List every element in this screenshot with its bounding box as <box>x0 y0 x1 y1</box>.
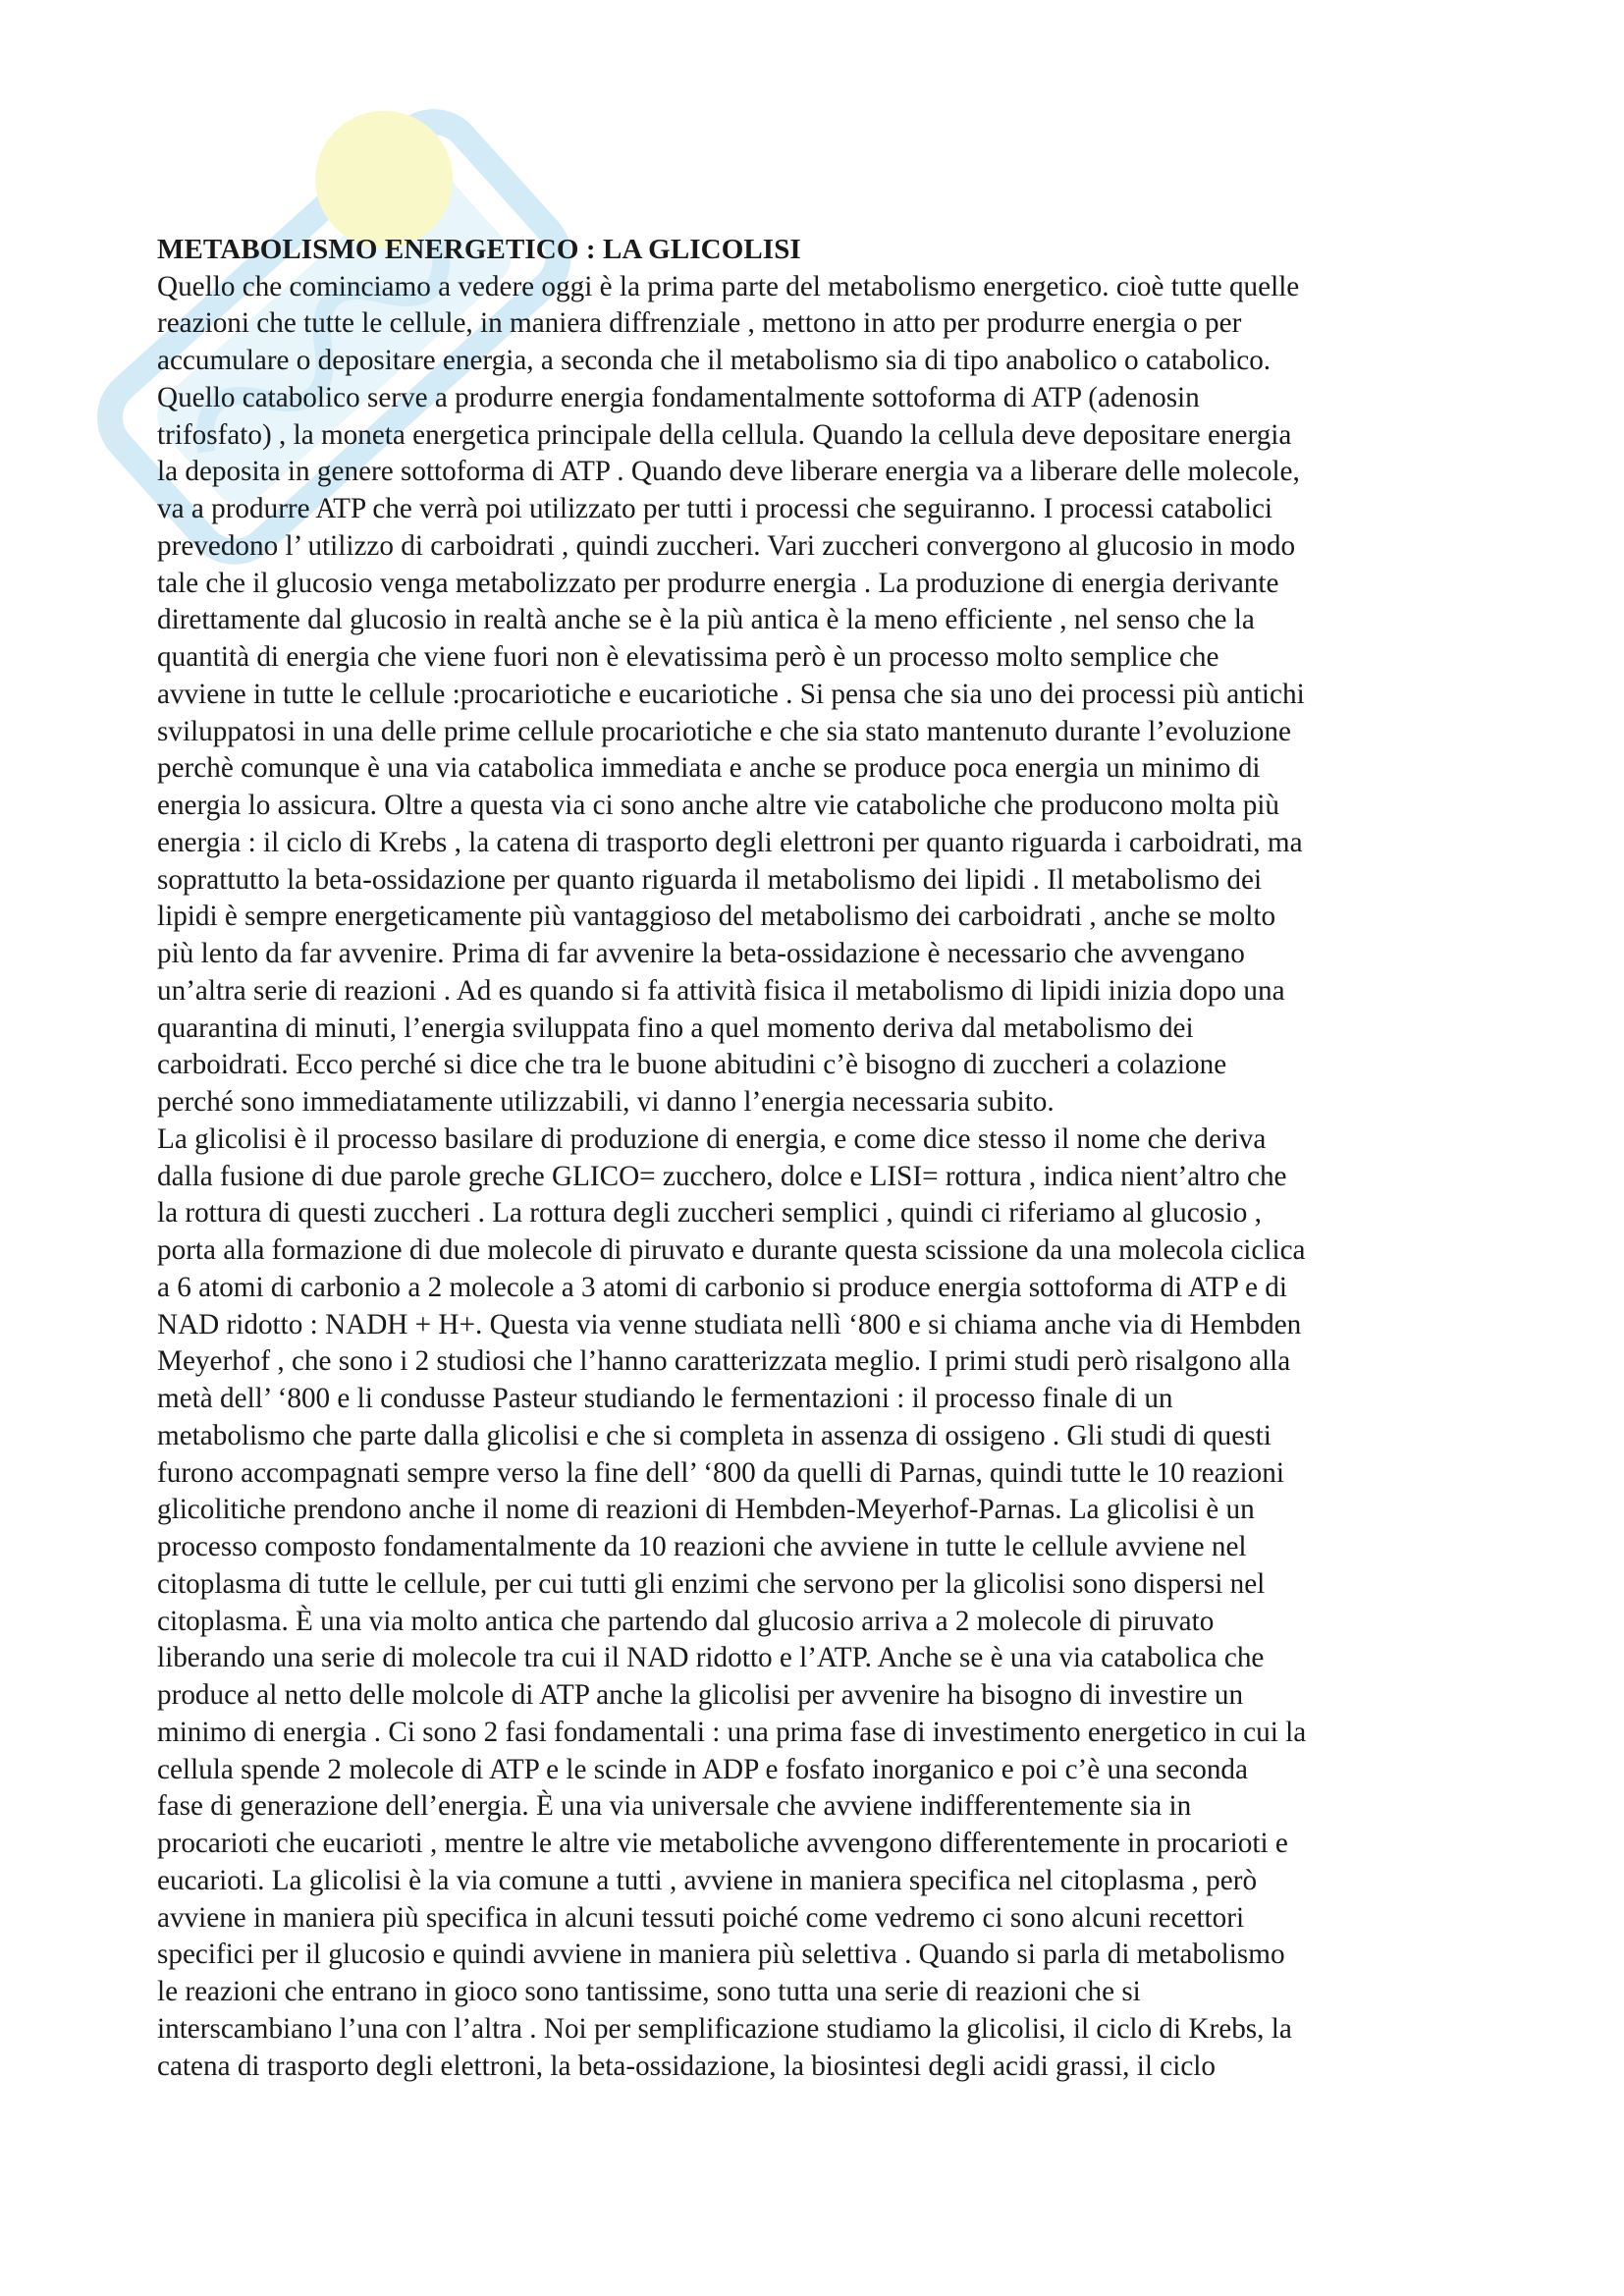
text-line: lipidi è sempre energeticamente più vantaggioso del metabolismo dei carboidrati , anche se molto <box>157 901 1276 933</box>
text-line: un’altra serie di reazioni . Ad es quando si fa attività fisica il metabolismo di lipidi inizia dopo una <box>157 974 1285 1007</box>
text-line: Quello che cominciamo a vedere oggi è la prima parte del metabolismo energetico. cioè tutte quelle <box>157 270 1300 302</box>
text-line: la rottura di questi zuccheri . La rottura degli zuccheri semplici , quindi ci riferiamo al glucosio , <box>157 1197 1262 1230</box>
text-line: reazioni che tutte le cellule, in maniera diffrenziale , mettono in atto per produrre energia o per <box>157 307 1242 340</box>
text-line: carboidrati. Ecco perché si dice che tra le buone abitudini c’è bisogno di zuccheri a colazione <box>157 1049 1227 1081</box>
text-line: perchè comunque è una via catabolica immediata e anche se produce poca energia un minimo di <box>157 752 1261 785</box>
text-line: citoplasma di tutte le cellule, per cui tutti gli enzimi che servono per la glicolisi sono dispersi nel <box>157 1567 1266 1600</box>
text-line: accumulare o depositare energia, a seconda che il metabolismo sia di tipo anabolico o catabolico. <box>157 345 1272 377</box>
paragraph-1 <box>157 269 1492 1121</box>
text-line: specifici per il glucosio e quindi avviene in maniera più selettiva . Quando si parla di metabolismo <box>157 1939 1285 1971</box>
text-line: metabolismo che parte dalla glicolisi e che si completa in assenza di ossigeno . Gli studi di questi <box>157 1419 1272 1451</box>
text-line: liberando una serie di molecole tra cui il NAD ridotto e l’ATP. Anche se è una via catabolica che <box>157 1642 1265 1674</box>
text-line: avviene in maniera più specifica in alcuni tessuti poiché come vedremo ci sono alcuni recettori <box>157 1901 1245 1934</box>
text-line: va a produrre ATP che verrà poi utilizzato per tutti i processi che seguiranno. I processi catabolici <box>157 493 1273 525</box>
text-line: produce al netto delle molcole di ATP anche la glicolisi per avvenire ha bisogno di investire un <box>157 1679 1244 1712</box>
text-line: minimo di energia . Ci sono 2 fasi fondamentali : una prima fase di investimento energetico in cui la <box>157 1716 1307 1748</box>
text-line: furono accompagnati sempre verso la fine dell’ ‘800 da quelli di Parnas, quindi tutte le 10 reazioni <box>157 1456 1284 1489</box>
text-line: NAD ridotto : NADH + H+. Questa via venne studiata nellì ‘800 e si chiama anche via di Hembden <box>157 1308 1302 1340</box>
text-line: trifosfato) , la moneta energetica principale della cellula. Quando la cellula deve depositare energia <box>157 418 1292 451</box>
text-line: sviluppatosi in una delle prime cellule procariotiche e che sia stato mantenuto durante l’evoluzione <box>157 715 1291 747</box>
text-line: catena di trasporto degli elettroni, la beta-ossidazione, la biosintesi degli acidi grassi, il ciclo <box>157 2050 1216 2082</box>
text-line: energia lo assicura. Oltre a questa via ci sono anche altre vie cataboliche che producono molta più <box>157 790 1280 822</box>
text-line: citoplasma. È una via molto antica che partendo dal glucosio arriva a 2 molecole di piruvato <box>157 1605 1215 1637</box>
text-line: eucarioti. La glicolisi è la via comune a tutti , avviene in maniera specifica nel citoplasma , però <box>157 1864 1258 1896</box>
text-line: cellula spende 2 molecole di ATP e le scinde in ADP e fosfato inorganico e poi c’è una seconda <box>157 1753 1248 1785</box>
text-line: dalla fusione di due parole greche GLICO= zucchero, dolce e LISI= rottura , indica nient’altro che <box>157 1160 1287 1192</box>
paragraph-2 <box>157 1121 1492 2086</box>
text-line: Meyerhof , che sono i 2 studiosi che l’hanno caratterizzata meglio. I primi studi però risalgono alla <box>157 1345 1291 1378</box>
text-line: energia : il ciclo di Krebs , la catena di trasporto degli elettroni per quanto riguarda i carboidrati, ma <box>157 826 1303 858</box>
text-line: glicolitiche prendono anche il nome di reazioni di Hembden-Meyerhof-Parnas. La glicolisi è un <box>157 1494 1255 1526</box>
document-page <box>157 232 1492 2085</box>
text-line: quantità di energia che viene fuori non è elevatissima però è un processo molto semplice che <box>157 641 1219 674</box>
text-line: quarantina di minuti, l’energia sviluppata fino a quel momento deriva dal metabolismo dei <box>157 1011 1194 1044</box>
text-line: a 6 atomi di carbonio a 2 molecole a 3 atomi di carbonio si produce energia sottoforma di ATP e di <box>157 1271 1287 1303</box>
text-line: procarioti che eucarioti , mentre le altre vie metaboliche avvengono differentemente in procarioti e <box>157 1828 1288 1860</box>
text-line: interscambiano l’una con l’altra . Noi per semplificazione studiamo la glicolisi, il ciclo di Krebs, la <box>157 2012 1292 2045</box>
document-title: METABOLISMO ENERGETICO : LA GLICOLISI <box>157 234 801 265</box>
text-line: tale che il glucosio venga metabolizzato per produrre energia . La produzione di energia derivante <box>157 567 1279 599</box>
text-line: processo composto fondamentalmente da 10 reazioni che avviene in tutte le cellule avviene nel <box>157 1531 1247 1563</box>
text-line: le reazioni che entrano in gioco sono tantissime, sono tutta una serie di reazioni che si <box>157 1976 1141 2008</box>
text-line: più lento da far avvenire. Prima di far avvenire la beta-ossidazione è necessario che avvengano <box>157 938 1245 970</box>
text-line: metà dell’ ‘800 e li condusse Pasteur studiando le fermentazioni : il processo finale di un <box>157 1383 1173 1415</box>
text-line: porta alla formazione di due molecole di piruvato e durante questa scissione da una molecola ciclica <box>157 1234 1306 1267</box>
text-line: prevedono l’ utilizzo di carboidrati , quindi zuccheri. Vari zuccheri convergono al glucosio in modo <box>157 529 1296 562</box>
text-line: La glicolisi è il processo basilare di produzione di energia, e come dice stesso il nome che deriva <box>157 1122 1267 1155</box>
text-line: avviene in tutte le cellule :procariotiche e eucariotiche . Si pensa che sia uno dei processi più antichi <box>157 678 1305 710</box>
text-line: direttamente dal glucosio in realtà anche se è la più antica è la meno efficiente , nel senso che la <box>157 604 1255 636</box>
text-line: la deposita in genere sottoforma di ATP . Quando deve liberare energia va a liberare delle molecole, <box>157 456 1300 488</box>
text-line: soprattutto la beta-ossidazione per quanto riguarda il metabolismo dei lipidi . Il metabolismo dei <box>157 863 1263 896</box>
text-line: Quello catabolico serve a produrre energia fondamentalmente sottoforma di ATP (adenosin <box>157 381 1200 413</box>
text-line: fase di generazione dell’energia. È una via universale che avviene indifferentemente sia in <box>157 1790 1192 1823</box>
text-line: perché sono immediatamente utilizzabili, vi danno l’energia necessaria subito. <box>157 1086 1055 1119</box>
